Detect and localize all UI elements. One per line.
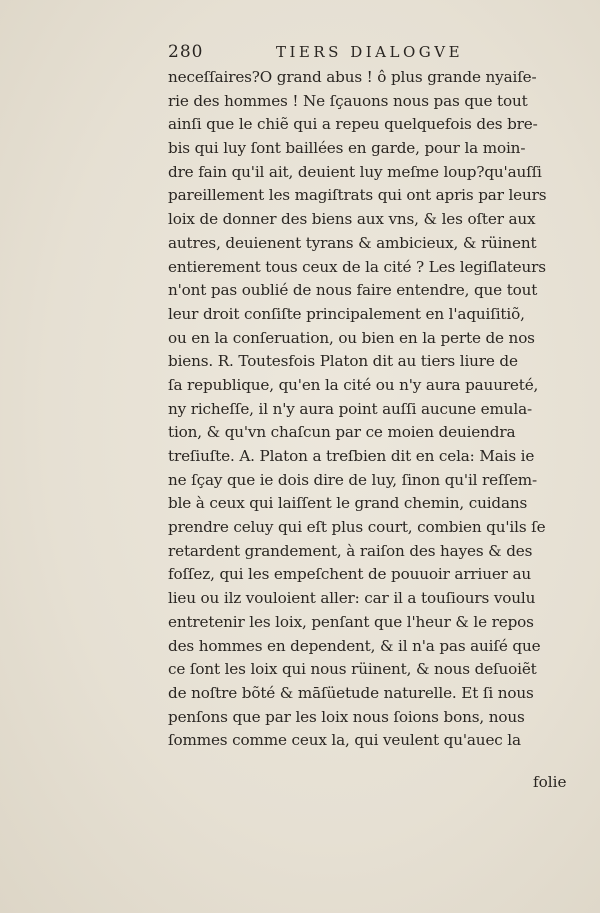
text-line: entierement tous ceux de la cité ? Les legiſlateurs [168,257,546,276]
text-line: bis qui luy ſont baillées en garde, pour la moin- [168,139,526,158]
text-line: biens. R. Toutesfois Platon dit au tiers liure de [168,352,518,371]
text-line: ainſi que le chiẽ qui a repeu quelquefois des bre- [168,115,538,134]
catchword: folie [533,773,567,791]
text-line: ne ſçay que ie dois dire de luy, ſinon qu'il reſſem- [168,470,538,489]
text-line: ſa republique, qu'en la cité ou n'y aura pauureté, [168,375,539,394]
text-line: n'ont pas oublié de nous faire entendre, que tout [168,281,538,300]
text-line: ce ſont les loix qui nous rüinent, & nous deſuoiẽt [168,660,537,679]
text-line: entretenir les loix, penſant que l'heur & le repos [168,612,534,631]
text-line: tion, & qu'vn chaſcun par ce moien deuiendra [168,423,516,442]
text-line: autres, deuienent tyrans & ambicieux, & rüinent [168,233,537,252]
text-line: foſſez, qui les empeſchent de pouuoir arriuer au [168,565,531,584]
text-line: dre fain qu'il ait, deuient luy meſme loup?qu'auſſi [168,162,542,181]
text-line: penſons que par les loix nous ſoions bons, nous [168,707,525,726]
text-line: des hommes en dependent, & il n'a pas auiſé que [168,636,541,655]
running-head [168,42,588,68]
page-number: 280 [168,42,204,62]
text-line: prendre celuy qui eſt plus court, combien qu'ils ſe [168,518,546,537]
text-line: ny richeſſe, il n'y aura point auſſi aucune emula- [168,399,532,418]
text-line: treſiuſte. A. Platon a treſbien dit en cela: Mais ie [168,447,535,465]
text-line: ble à ceux qui laiſſent le grand chemin, cuidans [168,494,528,513]
text-line: loix de donner des biens aux vns, & les oſter aux [168,210,536,229]
text-line: de noſtre bõté & māſüetude naturelle. Et ſi nous [168,683,534,702]
body-text [168,66,588,753]
text-line: leur droit conſiſte principalement en l'aquiſitiõ, [168,304,525,323]
running-title: TIERS DIALOGVE [276,43,464,61]
text-line: rie des hommes ! Ne ſçauons nous pas que tout [168,91,528,110]
text-line: ou en la conſeruation, ou bien en la perte de nos [168,328,535,347]
text-line: lieu ou ilz vouloient aller: car il a touſiours voulu [168,589,536,608]
text-line: ſommes comme ceux la, qui veulent qu'auec la [168,731,521,750]
text-line: retardent grandement, à raiſon des hayes & des [168,541,533,560]
text-line: neceſſaires?O grand abus ! ô plus grande nyaiſe- [168,68,537,86]
text-line: pareillement les magiſtrats qui ont apris par leurs [168,186,547,205]
